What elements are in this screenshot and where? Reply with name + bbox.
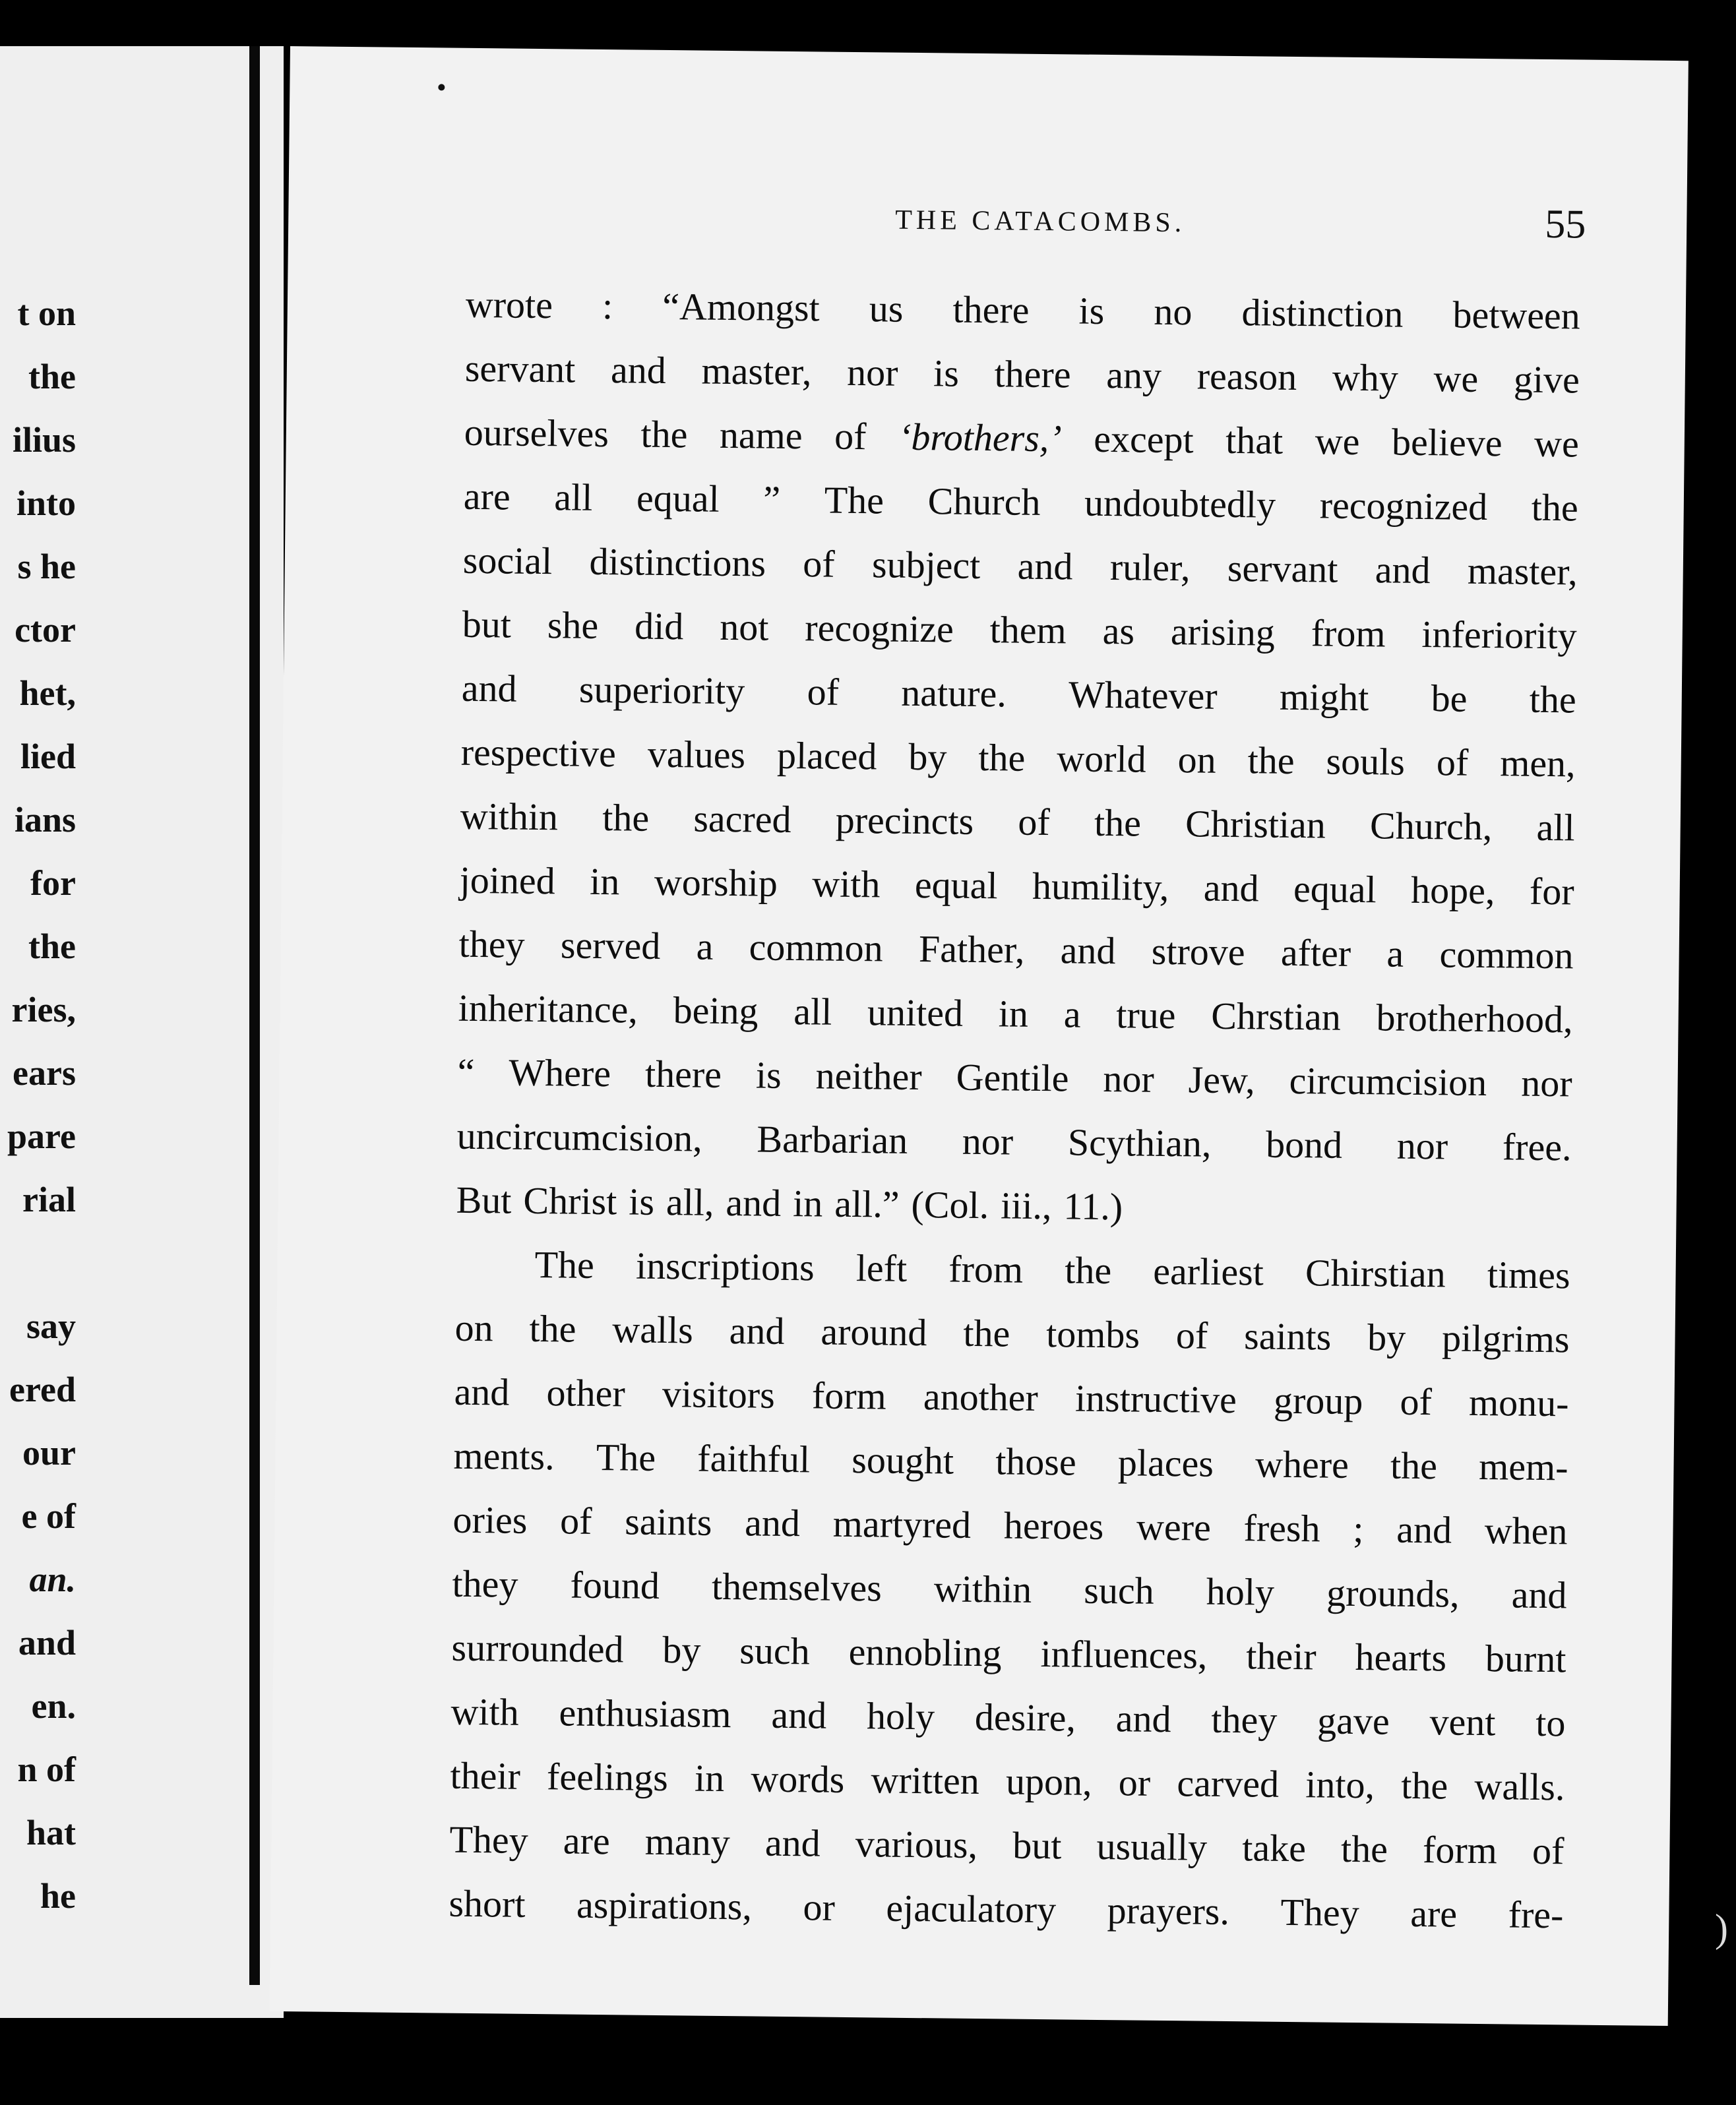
left-line-fragment: an. bbox=[29, 1560, 76, 1599]
left-line-fragment: lied bbox=[20, 737, 76, 776]
left-line-fragment: rial bbox=[22, 1180, 76, 1219]
text-line: social distinctions of subject and ruler, servant and master, bbox=[462, 538, 1578, 594]
text-line: and superiority of nature. Whatever might be the bbox=[461, 666, 1577, 721]
text-line: “ Where there is neither Gentile nor Jew, circumcision nor bbox=[457, 1050, 1572, 1105]
text-line: But Christ is all, and in all.” (Col. iii., 11.) bbox=[456, 1178, 1123, 1229]
left-line-fragment: en. bbox=[31, 1686, 76, 1726]
ink-speck bbox=[438, 84, 445, 90]
left-line-fragment: say bbox=[26, 1306, 76, 1346]
left-line-fragment: n of bbox=[17, 1750, 76, 1789]
text-line: surrounded by such ennobling influences, their hearts burnt bbox=[451, 1626, 1566, 1681]
text-line: ments. The faithful sought those places where the mem- bbox=[453, 1434, 1568, 1489]
text-line: They are many and various, but usually take the form of bbox=[449, 1817, 1565, 1873]
text-line: their feelings in words written upon, or carved into, the walls. bbox=[450, 1754, 1565, 1809]
left-line-fragment: the bbox=[28, 927, 76, 966]
left-line-fragment: s he bbox=[17, 547, 76, 586]
left-line-fragment: ered bbox=[9, 1370, 76, 1409]
left-line-fragment: hat bbox=[26, 1813, 76, 1852]
text-line: inheritance, being all united in a true Chrstian brotherhood, bbox=[458, 986, 1573, 1041]
text-line: with enthusiasm and holy desire, and they gave vent to bbox=[450, 1690, 1566, 1745]
text-line: but she did not recognize them as arising from inferiority bbox=[462, 602, 1577, 657]
text-line: wrote : “Amongst us there is no distinction between bbox=[465, 282, 1581, 338]
text-line: The inscriptions left from the earliest Chirstian times bbox=[534, 1242, 1570, 1297]
left-line-fragment: t on bbox=[17, 293, 76, 333]
text-line: respective values placed by the world on the souls of men, bbox=[460, 730, 1576, 785]
text-line: ories of saints and martyred heroes were fresh ; and when bbox=[452, 1498, 1568, 1553]
text-line: within the sacred precincts of the Christian Church, all bbox=[460, 794, 1575, 849]
text-line: uncircumcision, Barbarian nor Scythian, bond nor free. bbox=[456, 1114, 1572, 1169]
body-text bbox=[449, 272, 1580, 1947]
left-line-fragment: e of bbox=[21, 1496, 76, 1536]
page-number: 55 bbox=[1544, 201, 1586, 247]
text-line: on the walls and around the tombs of saints by pilgrims bbox=[454, 1306, 1570, 1361]
left-line-fragment: he bbox=[40, 1876, 76, 1916]
right-page bbox=[270, 46, 1689, 2026]
edge-mark: ) bbox=[1715, 1907, 1728, 1950]
left-line-fragment: ries, bbox=[11, 990, 76, 1029]
text-line: are all equal ” The Church undoubtedly recognized the bbox=[463, 474, 1579, 530]
left-line-fragment: the bbox=[28, 357, 76, 396]
paragraph-2 bbox=[449, 1232, 1570, 1947]
left-line-fragment: for bbox=[30, 863, 76, 903]
text-line: ourselves the name of ‘brothers,’ except that we believe we bbox=[464, 410, 1580, 466]
text-line: they found themselves within such holy grounds, and bbox=[452, 1562, 1567, 1617]
left-line-fragment: ears bbox=[13, 1053, 76, 1093]
gutter-line bbox=[249, 46, 260, 1985]
text-line: they served a common Father, and strove after a common bbox=[458, 922, 1574, 977]
running-head: THE CATACOMBS. bbox=[895, 204, 1186, 239]
text-line: short aspirations, or ejaculatory prayers. They are fre- bbox=[449, 1881, 1564, 1937]
left-line-fragment: ilius bbox=[12, 420, 76, 460]
text-line: servant and master, nor is there any reason why we give bbox=[464, 346, 1580, 402]
text-line: and other visitors form another instructive group of monu- bbox=[454, 1370, 1569, 1425]
left-line-fragment: pare bbox=[7, 1116, 76, 1156]
left-line-fragment: and bbox=[18, 1623, 76, 1663]
left-line-fragment: our bbox=[22, 1433, 76, 1473]
left-line-fragment: ctor bbox=[15, 610, 76, 650]
left-line-fragment: ians bbox=[14, 800, 76, 839]
text-line: joined in worship with equal humility, and equal hope, for bbox=[459, 858, 1574, 913]
left-line-fragment: into bbox=[16, 483, 76, 523]
paragraph-1 bbox=[456, 272, 1580, 1244]
left-line-fragment: het, bbox=[19, 673, 76, 713]
